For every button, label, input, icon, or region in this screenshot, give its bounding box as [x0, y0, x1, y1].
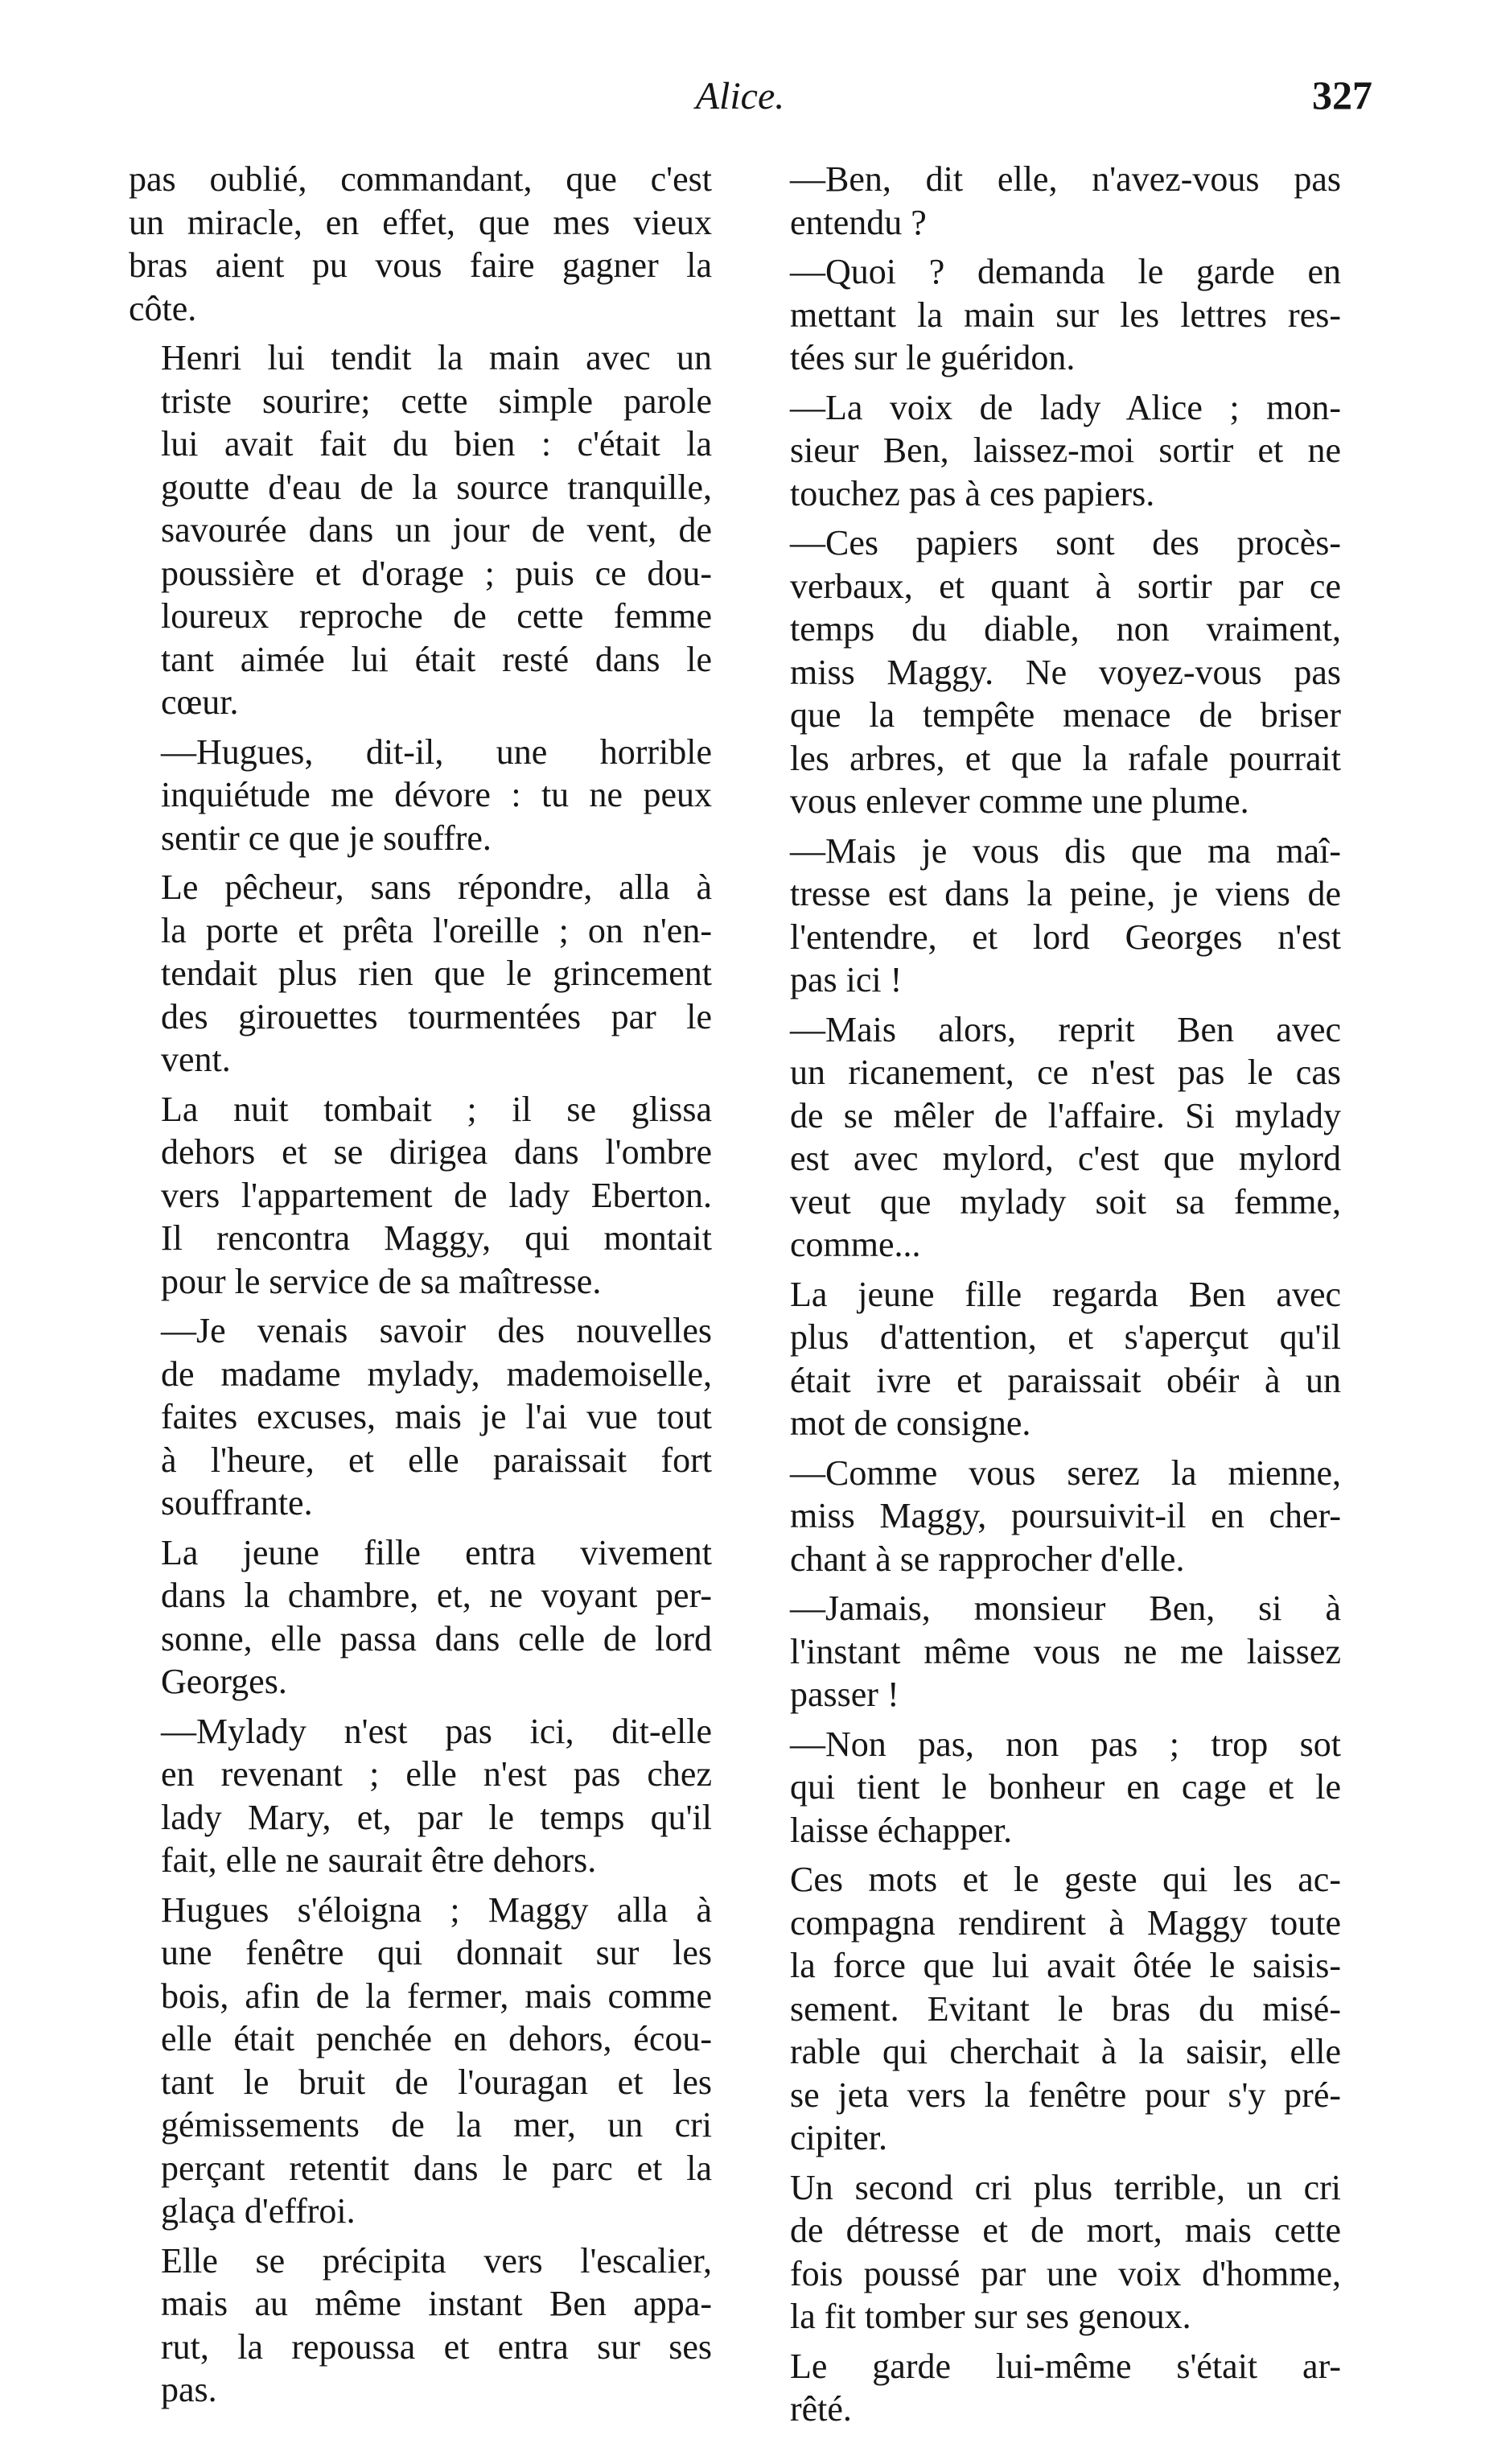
- paragraph: [758, 830, 1341, 1002]
- text-line: un miracle, en effet, que mes vieux: [129, 202, 712, 242]
- text-line: Un second cri plus terrible, un cri: [790, 2167, 1341, 2207]
- text-line: rêté.: [790, 2389, 852, 2429]
- text-line: la fit tomber sur ses genoux.: [790, 2297, 1191, 2336]
- paragraph: [129, 2239, 712, 2412]
- text-line: une fenêtre qui donnait sur les: [161, 1933, 712, 1972]
- text-line: poussière et d'orage ; puis ce dou-: [161, 553, 712, 593]
- text-line: gémissements de la mer, un cri: [161, 2105, 712, 2145]
- text-line: pour le service de sa maîtresse.: [161, 1261, 602, 1301]
- text-line: tées sur le guéridon.: [790, 338, 1076, 377]
- text-line: —Hugues, dit-il, une horrible: [161, 731, 712, 772]
- text-line: —Jamais, monsieur Ben, si à: [790, 1588, 1341, 1628]
- text-line: miss Maggy, poursuivit-il en cher-: [790, 1496, 1341, 1535]
- text-line: pas ici !: [790, 960, 903, 999]
- text-line: l'entendre, et lord Georges n'est: [790, 917, 1341, 957]
- text-line: à l'heure, et elle paraissait fort: [161, 1440, 712, 1480]
- paragraph: [129, 731, 712, 860]
- text-line: Ces mots et le geste qui les ac-: [790, 1860, 1341, 1899]
- text-line: sement. Evitant le bras du misé-: [790, 1988, 1341, 2029]
- text-line: de se mêler de l'affaire. Si mylady: [790, 1095, 1341, 1135]
- running-title: Alice.: [695, 75, 785, 117]
- text-line: —Ces papiers sont des procès-: [790, 523, 1341, 562]
- text-line: perçant retentit dans le parc et la: [161, 2148, 712, 2188]
- text-line: de madame mylady, mademoiselle,: [161, 1354, 712, 1394]
- text-line: sentir ce que je souffre.: [161, 818, 492, 858]
- paragraph: [129, 1088, 712, 1304]
- text-line: est avec mylord, c'est que mylord: [790, 1139, 1341, 1178]
- text-line: plus d'attention, et s'aperçut qu'il: [790, 1317, 1341, 1357]
- paragraph: [129, 866, 712, 1082]
- text-line: loureux reproche de cette femme: [161, 596, 712, 636]
- text-line: que la tempête menace de briser: [790, 695, 1341, 735]
- text-line: —Ben, dit elle, n'avez-vous pas: [790, 159, 1341, 199]
- text-line: —Mais je vous dis que ma maî-: [790, 830, 1341, 871]
- text-line: dehors et se dirigea dans l'ombre: [161, 1132, 712, 1172]
- text-line: côte.: [129, 288, 197, 328]
- text-line: vers l'appartement de lady Eberton.: [161, 1175, 712, 1215]
- paragraph: [758, 1452, 1341, 1581]
- text-line: laisse échapper.: [790, 1810, 1013, 1850]
- paragraph: [758, 2345, 1341, 2431]
- paragraph: [758, 1587, 1341, 1716]
- text-line: la porte et prêta l'oreille ; on n'en-: [161, 910, 712, 950]
- page-number: 327: [1312, 72, 1372, 117]
- text-line: mot de consigne.: [790, 1403, 1031, 1443]
- paragraph: [129, 1309, 712, 1525]
- paragraph: [758, 1273, 1341, 1445]
- text-line: —Quoi ? demanda le garde en: [790, 252, 1341, 291]
- text-line: La jeune fille entra vivement: [161, 1532, 712, 1572]
- text-line: l'instant même vous ne me laissez: [790, 1631, 1341, 1671]
- text-line: miss Maggy. Ne voyez-vous pas: [790, 652, 1341, 692]
- text-line: de détresse et de mort, mais cette: [790, 2211, 1341, 2250]
- text-line: fait, elle ne saurait être dehors.: [161, 1840, 597, 1880]
- text-line: mais au même instant Ben appa-: [161, 2284, 712, 2323]
- text-line: passer !: [790, 1675, 899, 1714]
- text-line: La nuit tombait ; il se glissa: [161, 1089, 712, 1129]
- text-line: pas oublié, commandant, que c'est: [129, 159, 712, 199]
- text-line: qui tient le bonheur en cage et le: [790, 1767, 1341, 1807]
- paragraph: [758, 158, 1341, 244]
- paragraph: [758, 521, 1341, 823]
- paragraph: [758, 1723, 1341, 1852]
- paragraph: [129, 336, 712, 724]
- text-line: souffrante.: [161, 1483, 313, 1522]
- text-line: —Je venais savoir des nouvelles: [161, 1311, 712, 1350]
- text-line: —Comme vous serez la mienne,: [790, 1452, 1341, 1493]
- text-line: Georges.: [161, 1662, 287, 1701]
- text-line: La jeune fille regarda Ben avec: [790, 1274, 1341, 1314]
- text-line: cœur.: [161, 682, 239, 722]
- right-text-column: [758, 158, 1341, 2437]
- text-line: comme...: [790, 1225, 921, 1264]
- text-line: sieur Ben, laissez-moi sortir et ne: [790, 431, 1341, 470]
- text-line: —Mylady n'est pas ici, dit-elle: [161, 1711, 712, 1751]
- text-line: vous enlever comme une plume.: [790, 781, 1249, 821]
- paragraph: [129, 1710, 712, 1882]
- text-line: —Mais alors, reprit Ben avec: [790, 1009, 1341, 1049]
- text-line: les arbres, et que la rafale pourrait: [790, 738, 1341, 778]
- paragraph: [129, 158, 712, 330]
- text-line: se jeta vers la fenêtre pour s'y pré-: [790, 2075, 1341, 2115]
- text-line: dans la chambre, et, ne voyant per-: [161, 1576, 712, 1615]
- text-line: elle était penchée en dehors, écou-: [161, 2019, 712, 2058]
- text-line: compagna rendirent à Maggy toute: [790, 1902, 1341, 1943]
- text-line: verbaux, et quant à sortir par ce: [790, 566, 1341, 606]
- text-line: était ivre et paraissait obéir à un: [790, 1360, 1341, 1400]
- paragraph: [758, 1858, 1341, 2160]
- text-line: triste sourire; cette simple parole: [161, 381, 712, 421]
- text-line: mettant la main sur les lettres res-: [790, 295, 1341, 335]
- text-line: —Non pas, non pas ; trop sot: [790, 1724, 1341, 1764]
- paragraph: [758, 2166, 1341, 2338]
- text-line: tendait plus rien que le grincement: [161, 954, 712, 993]
- text-line: touchez pas à ces papiers.: [790, 473, 1155, 513]
- text-line: veut que mylady soit sa femme,: [790, 1181, 1341, 1222]
- text-line: des girouettes tourmentées par le: [161, 996, 712, 1036]
- text-line: glaça d'effroi.: [161, 2191, 356, 2231]
- text-line: pas.: [161, 2370, 217, 2409]
- text-line: en revenant ; elle n'est pas chez: [161, 1754, 712, 1794]
- text-line: bras aient pu vous faire gagner la: [129, 245, 712, 285]
- text-line: inquiétude me dévore : tu ne peux: [161, 775, 712, 814]
- text-line: entendu ?: [790, 202, 927, 242]
- text-line: rable qui cherchait à la saisir, elle: [790, 2032, 1341, 2071]
- text-line: Il rencontra Maggy, qui montait: [161, 1218, 712, 1258]
- paragraph: [758, 250, 1341, 380]
- paragraph: [129, 1889, 712, 2233]
- text-line: la force que lui avait ôtée le saisis-: [790, 1946, 1341, 1985]
- text-line: un ricanement, ce n'est pas le cas: [790, 1053, 1341, 1092]
- text-line: Elle se précipita vers l'escalier,: [161, 2240, 712, 2281]
- text-line: —La voix de lady Alice ; mon-: [790, 387, 1341, 427]
- text-line: Henri lui tendit la main avec un: [161, 338, 712, 377]
- text-line: lady Mary, et, par le temps qu'il: [161, 1797, 712, 1837]
- text-line: bois, afin de la fermer, mais comme: [161, 1976, 712, 2016]
- text-line: faites excuses, mais je l'ai vue tout: [161, 1397, 712, 1436]
- text-line: chant à se rapprocher d'elle.: [790, 1539, 1185, 1579]
- text-line: sonne, elle passa dans celle de lord: [161, 1618, 712, 1658]
- text-line: cipiter.: [790, 2118, 887, 2157]
- left-text-column: [129, 158, 712, 2418]
- text-line: Le pêcheur, sans répondre, alla à: [161, 867, 712, 907]
- text-line: tant aimée lui était resté dans le: [161, 639, 712, 679]
- text-line: tant le bruit de l'ouragan et les: [161, 2062, 712, 2102]
- text-line: goutte d'eau de la source tranquille,: [161, 467, 712, 507]
- paragraph: [758, 1008, 1341, 1267]
- text-line: lui avait fait du bien : c'était la: [161, 424, 712, 464]
- paragraph: [129, 1531, 712, 1704]
- paragraph: [758, 386, 1341, 516]
- text-line: Hugues s'éloigna ; Maggy alla à: [161, 1889, 712, 1930]
- text-line: rut, la repoussa et entra sur ses: [161, 2326, 712, 2367]
- text-line: savourée dans un jour de vent, de: [161, 510, 712, 550]
- text-line: temps du diable, non vraiment,: [790, 609, 1341, 649]
- text-line: Le garde lui-même s'était ar-: [790, 2346, 1341, 2386]
- text-line: vent.: [161, 1040, 231, 1079]
- text-line: fois poussé par une voix d'homme,: [790, 2253, 1341, 2293]
- text-line: tresse est dans la peine, je viens de: [790, 874, 1341, 913]
